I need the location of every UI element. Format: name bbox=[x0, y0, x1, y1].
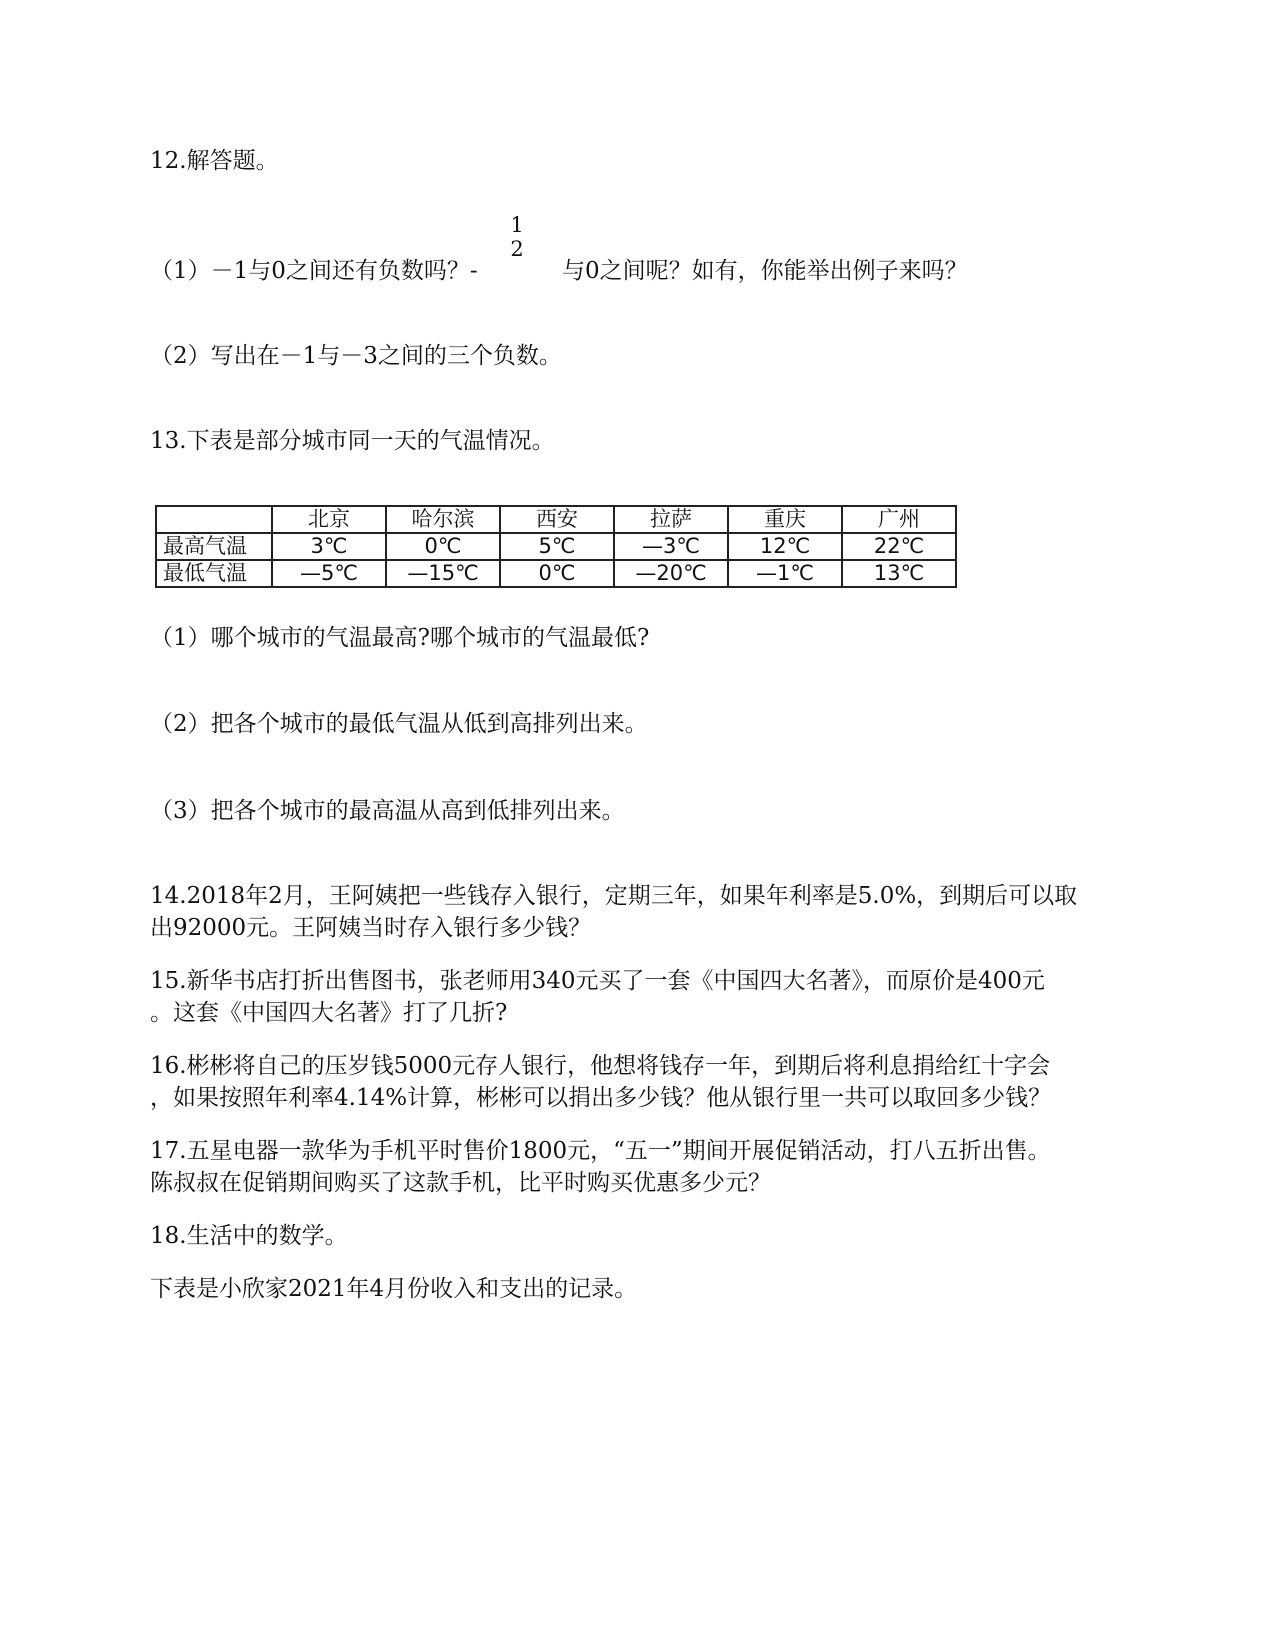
table-cell: —20℃ bbox=[614, 560, 728, 587]
fraction-denominator: 2 bbox=[510, 237, 524, 261]
q15-line2: 。这套《中国四大名著》打了几折? bbox=[150, 1000, 508, 1026]
table-cell: —5℃ bbox=[272, 560, 386, 587]
table-header-city: 西安 bbox=[500, 506, 614, 533]
table-row-label: 最高气温 bbox=[156, 533, 272, 560]
table-header-city: 哈尔滨 bbox=[386, 506, 500, 533]
fraction-numerator: 1 bbox=[510, 213, 524, 237]
table-header-row bbox=[156, 506, 956, 533]
q14-line2: 出92000元。王阿姨当时存入银行多少钱？ bbox=[150, 915, 592, 941]
q13-part2: （2）把各个城市的最低气温从低到高排列出来。 bbox=[150, 711, 648, 737]
q17-line2: 陈叔叔在促销期间购买了这款手机，比平时购买优惠多少元？ bbox=[150, 1170, 771, 1196]
q12-part2: （2）写出在－1与－3之间的三个负数。 bbox=[150, 343, 562, 369]
q12-part1-text-b: 与0之间呢？如有，你能举出例子来吗？ bbox=[562, 258, 968, 284]
table-header-city: 拉萨 bbox=[614, 506, 728, 533]
table-cell: —1℃ bbox=[728, 560, 842, 587]
table-cell: 0℃ bbox=[386, 533, 500, 560]
table-header-city: 北京 bbox=[272, 506, 386, 533]
table-row-low bbox=[156, 560, 956, 587]
table-cell: 13℃ bbox=[842, 560, 956, 587]
q16-line1: 16.彬彬将自己的压岁钱5000元存人银行，他想将钱存一年，到期后将利息捐给红十字会 bbox=[150, 1053, 1051, 1079]
table-row-high bbox=[156, 533, 956, 560]
table-cell: —15℃ bbox=[386, 560, 500, 587]
table-cell: 12℃ bbox=[728, 533, 842, 560]
table-corner-cell bbox=[156, 506, 272, 533]
table-row-label: 最低气温 bbox=[156, 560, 272, 587]
q13-title: 13.下表是部分城市同一天的气温情况。 bbox=[150, 428, 555, 454]
table-cell: 0℃ bbox=[500, 560, 614, 587]
table-cell: 5℃ bbox=[500, 533, 614, 560]
q12-part1-text-a: （1）－1与0之间还有负数吗？- bbox=[150, 258, 478, 284]
table-cell: —3℃ bbox=[614, 533, 728, 560]
table-header-city: 广州 bbox=[842, 506, 956, 533]
q18-intro: 下表是小欣家2021年4月份收入和支出的记录。 bbox=[150, 1276, 638, 1302]
q14-line1: 14.2018年2月，王阿姨把一些钱存入银行，定期三年，如果年利率是5.0%，到期后可以取 bbox=[150, 883, 1078, 909]
table-header-city: 重庆 bbox=[728, 506, 842, 533]
table-cell: 22℃ bbox=[842, 533, 956, 560]
q15-line1: 15.新华书店打折出售图书，张老师用340元买了一套《中国四大名著》，而原价是400元 bbox=[150, 968, 1045, 994]
q17-line1: 17.五星电器一款华为手机平时售价1800元，“五一”期间开展促销活动，打八五折出售。 bbox=[150, 1138, 1051, 1164]
table-cell: 3℃ bbox=[272, 533, 386, 560]
q12-title: 12.解答题。 bbox=[150, 148, 279, 174]
q16-line2: ，如果按照年利率4.14%计算，彬彬可以捐出多少钱？他从银行里一共可以取回多少钱？ bbox=[150, 1085, 1052, 1111]
fraction-one-half bbox=[506, 213, 528, 261]
q13-part1: （1）哪个城市的气温最高?哪个城市的气温最低? bbox=[150, 625, 650, 651]
q18-title: 18.生活中的数学。 bbox=[150, 1223, 348, 1249]
temperature-table bbox=[155, 505, 957, 588]
q13-part3: （3）把各个城市的最高温从高到低排列出来。 bbox=[150, 798, 625, 824]
